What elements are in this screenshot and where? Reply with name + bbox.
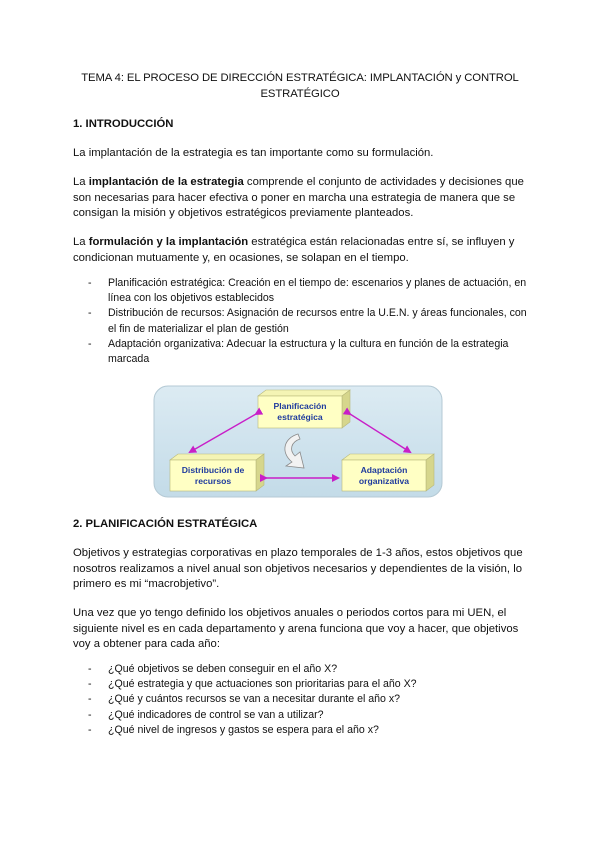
diagram-box-distribucion [170,454,264,491]
section-1-bullet-list [88,276,528,367]
list-item: - Planificación estratégica: Creación en el tiempo de: escenarios y planes de actuación, en línea con los objetivos establecidos [88,276,528,306]
strategy-process-diagram [152,382,444,500]
list-item: - ¿Qué estrategia y que actuaciones son prioritarias para el año X? [88,677,528,692]
diagram-label-top-line2: estratégica [277,412,323,422]
list-item: - ¿Qué y cuántos recursos se van a necesitar durante el año x? [88,692,528,707]
list-item: - Distribución de recursos: Asignación de recursos entre la U.E.N. y áreas funcionales, con el fin de materializar el plan de gestión [88,306,528,336]
section-2-paragraph-1: Objetivos y estrategias corporativas en plazo temporales de 1-3 años, estos objetivos que nosotros realizamos a nivel anual son objetivos necesarios y dependientes de la visión, lo primero es mi “macrobjetivo”. [73,547,523,591]
section-2-heading: 2. PLANIFICACIÓN ESTRATÉGICA [73,518,258,530]
diagram-box-adaptacion [342,454,434,491]
list-item: - Adaptación organizativa: Adecuar la estructura y la cultura en función de la estrategia marcada [88,337,528,367]
document-title: TEMA 4: EL PROCESO DE DIRECCIÓN ESTRATÉGICA: IMPLANTACIÓN y CONTROL ESTRATÉGICO [81,72,519,100]
p3-bold-term: formulación y la implantación [88,236,249,248]
p2-rest: comprende el conjunto de actividades y decisiones que son necesarias para hacer efectiva o poner en marcha una estrategia de manera que se consigan la misión y objetivos estratégicos previamente planteados. [73,176,524,220]
list-item: - ¿Qué indicadores de control se van a utilizar? [88,708,528,723]
list-item: - ¿Qué nivel de ingresos y gastos se espera para el año x? [88,723,528,738]
section-1-heading: 1. INTRODUCCIÓN [73,118,174,130]
section-2-question-list [88,662,528,738]
diagram-label-right-line2: organizativa [358,476,410,486]
diagram-label-right-line1: Adaptación [360,465,408,475]
intro-paragraph-3 [73,235,538,266]
diagram-label-left-line1: Distribución de [181,465,245,475]
p2-bold-term: implantación de la estrategia [88,176,244,188]
diagram-label-left-line2: recursos [194,476,232,486]
intro-paragraph-2 [73,175,538,222]
p3-rest: estratégica están relacionadas entre sí, se influyen y condicionan mutuamente y, en ocasiones, se solapan en el tiempo. [73,236,515,264]
intro-paragraph-1: La implantación de la estrategia es tan importante como su formulación. [73,147,434,159]
p3-lead: La [73,236,89,248]
diagram-label-top-line1: Planificación [273,401,327,411]
p2-lead: La [73,176,89,188]
list-item: - ¿Qué objetivos se deben conseguir en el año X? [88,662,528,677]
section-2-paragraph-2: Una vez que yo tengo definido los objetivos anuales o periodos cortos para mi UEN, el siguiente nivel es en cada departamento y arena funciona que voy a hacer, que objetivos voy a obtener para cada año: [73,607,519,651]
diagram-box-planificacion [258,390,350,428]
